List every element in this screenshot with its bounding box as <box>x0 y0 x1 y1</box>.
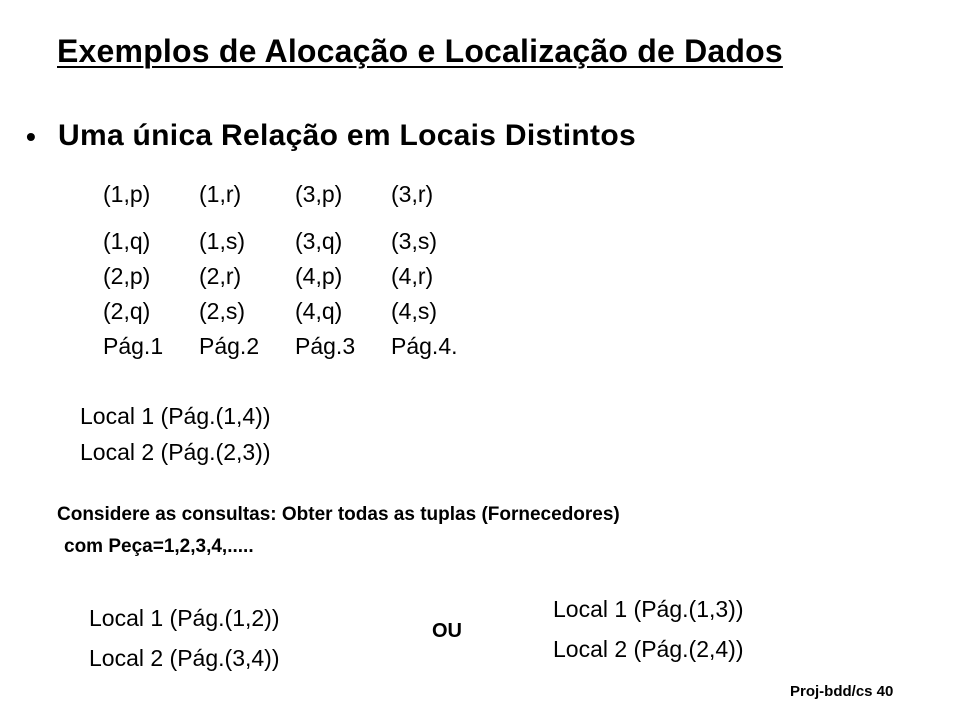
tuple-page-grid <box>103 177 491 364</box>
allocation-line: Local 1 (Pág.(1,3)) <box>553 596 744 622</box>
query-line: com Peça=1,2,3,4,..... <box>64 536 254 557</box>
slide-footer: Proj-bdd/cs 40 <box>790 683 894 700</box>
grid-cell: (2,r) <box>199 263 242 289</box>
page-label-row <box>103 329 491 364</box>
page-label: Pág.1 <box>103 333 164 359</box>
page-label: Pág.3 <box>295 333 356 359</box>
grid-cell: (2,s) <box>199 298 245 324</box>
grid-cell: (2,p) <box>103 263 151 289</box>
page-label: Pág.2 <box>199 333 260 359</box>
grid-cell: (1,q) <box>103 228 151 254</box>
query-description <box>57 499 620 563</box>
grid-cell: (2,q) <box>103 298 151 324</box>
allocation-line: Local 1 (Pág.(1,4)) <box>80 403 271 429</box>
grid-row <box>103 294 491 329</box>
or-label: OU <box>432 620 462 642</box>
grid-cell: (3,r) <box>391 181 434 207</box>
grid-cell: (4,q) <box>295 298 343 324</box>
grid-cell: (4,s) <box>391 298 437 324</box>
grid-cell: (1,s) <box>199 228 245 254</box>
allocation-c <box>553 589 743 669</box>
grid-row <box>103 177 491 212</box>
bullet-icon: • <box>26 121 36 152</box>
page-label: Pág.4. <box>391 333 458 359</box>
grid-cell: (1,r) <box>199 181 242 207</box>
grid-cell: (4,r) <box>391 263 434 289</box>
grid-cell: (3,q) <box>295 228 343 254</box>
grid-cell: (4,p) <box>295 263 343 289</box>
query-line: Considere as consultas: Obter todas as tuplas (Fornecedores) <box>57 504 620 525</box>
allocation-line: Local 2 (Pág.(2,4)) <box>553 636 744 662</box>
allocation-line: Local 2 (Pág.(2,3)) <box>80 439 271 465</box>
grid-cell: (3,s) <box>391 228 437 254</box>
allocation-line: Local 2 (Pág.(3,4)) <box>89 645 280 671</box>
grid-cell: (3,p) <box>295 181 343 207</box>
grid-cell: (1,p) <box>103 181 151 207</box>
allocation-b <box>89 598 279 678</box>
allocation-a <box>80 398 270 470</box>
grid-row <box>103 224 491 259</box>
slide-title: Exemplos de Alocação e Localização de Dados <box>57 33 783 69</box>
bullet-heading: Uma única Relação em Locais Distintos <box>58 119 636 152</box>
allocation-line: Local 1 (Pág.(1,2)) <box>89 605 280 631</box>
grid-row <box>103 259 491 294</box>
